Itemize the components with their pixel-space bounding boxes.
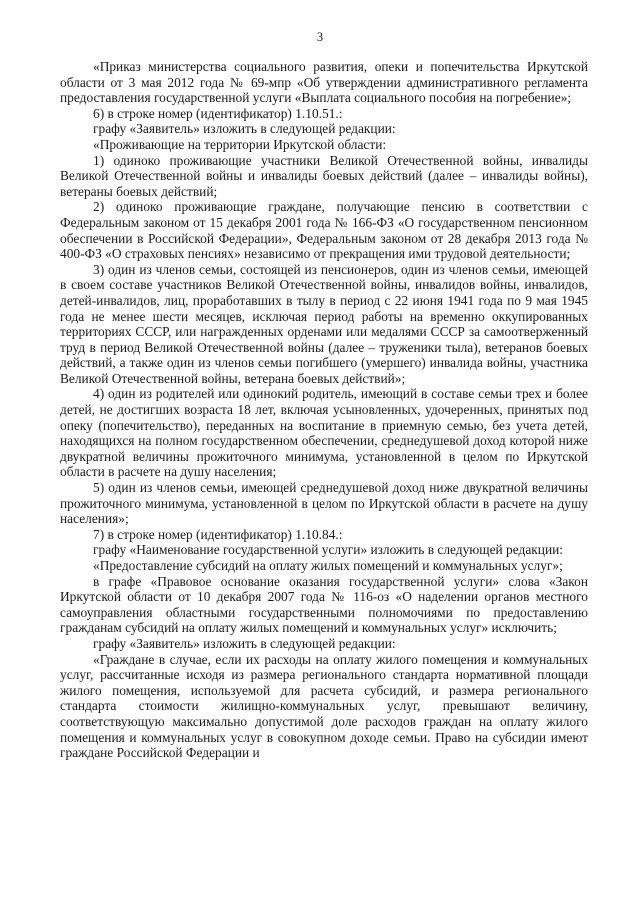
paragraph-item-6: 6) в строке номер (идентификатор) 1.10.51.: [93, 105, 343, 121]
paragraph-citizens: «Граждане в случае, если их расходы на оплату жилого помещения и коммунальных услуг, рассчитанные исходя из размера регионального стандарта нормативной площади жилого помещения, используемой для расчета субсидий, и размера регионального стандарта стоимости жилищно-коммунальных услуг, превышают величину, соответствующую максимально допустимой доле расходов граждан на оплату жилого помещения и коммунальных услуг в совокупном доходе семьи. Право на субсидии имеют граждане Российской Федерации и [60, 651, 588, 761]
paragraph-service-name: «Предоставление субсидий на оплату жилых помещений и коммунальных услуг»; [93, 558, 563, 573]
paragraph-applicant-column-2: графу «Заявитель» изложить в следующей редакции: [93, 635, 396, 651]
document-body [60, 59, 588, 761]
paragraph-subitem-4: 4) один из родителей или одинокий родитель, имеющий в составе семьи трех и более детей, не достигших возраста 18 лет, включая усыновленных, удочеренных, принятых под опеку (попечительство), переданных на воспитание в приемную семью, без учета детей, находящихся на полном государственном обеспечении, среднедушевой доход которой ниже двукратной величины прожиточного минимума, установленной в целом по Иркутской области в расчете на душу населения; [60, 386, 588, 480]
page-number: 3 [316, 30, 324, 44]
paragraph-subitem-3: 3) один из членов семьи, состоящей из пенсионеров, один из членов семьи, имеющей в своем составе участников Великой Отечественной войны, инвалидов войны, инвалидов, детей-инвалидов, лиц, проработавших в тылу в период с 22 июня 1941 года по 9 мая 1945 года не менее шести месяцев, исключая период работы на временно оккупированных территориях СССР, или награжденных орденами или медалями СССР за самоотверженный труд в период Великой Отечественной войны (далее – труженики тыла), ветеранов боевых действий, а также один из членов семьи погибшего (умершего) инвалида войны, участника Великой Отечественной войны, ветерана боевых действий»; [60, 261, 588, 386]
paragraph-residents: «Проживающие на территории Иркутской области: [93, 136, 387, 152]
paragraph-subitem-2: 2) одиноко проживающие граждане, получающие пенсию в соответствии с Федеральным законом от 15 декабря 2001 года № 166-ФЗ «О государственном пенсионном обеспечении в Российской Федерации», Федеральным законом от 28 декабря 2013 года № 400-ФЗ «О страховых пенсиях» независимо от прекращения ими трудовой деятельности; [60, 199, 588, 262]
paragraph-applicant-column: графу «Заявитель» изложить в следующей редакции: [93, 121, 396, 137]
paragraph-subitem-1: 1) одиноко проживающие участники Великой Отечественной войны, инвалиды Великой Отечественной войны и инвалиды боевых действий (далее – инвалиды войны), ветераны боевых действий; [60, 152, 588, 199]
paragraph-legal-basis: в графе «Правовое основание оказания государственной услуги» слова «Закон Иркутской области от 10 декабря 2007 года № 116-оз «О наделении органов местного самоуправления областными государственными полномочиями по предоставлению гражданам субсидий на оплату жилых помещений и коммунальных услуг» исключить; [60, 573, 588, 636]
paragraph-subitem-5: 5) один из членов семьи, имеющей среднедушевой доход ниже двукратной величины прожиточного минимума, установленной в целом по Иркутской области в расчете на душу населения»; [60, 480, 588, 527]
paragraph-service-name-column: графу «Наименование государственной услуги» изложить в следующей редакции: [93, 542, 563, 558]
paragraph-order-title: «Приказ министерства социального развития, опеки и попечительства Иркутской области от 3 мая 2012 года № 69-мпр «Об утверждении административного регламента предоставления государственной услуги «Выплата социального пособия на погребение»; [60, 59, 588, 106]
paragraph-item-7: 7) в строке номер (идентификатор) 1.10.84.: [93, 526, 343, 542]
